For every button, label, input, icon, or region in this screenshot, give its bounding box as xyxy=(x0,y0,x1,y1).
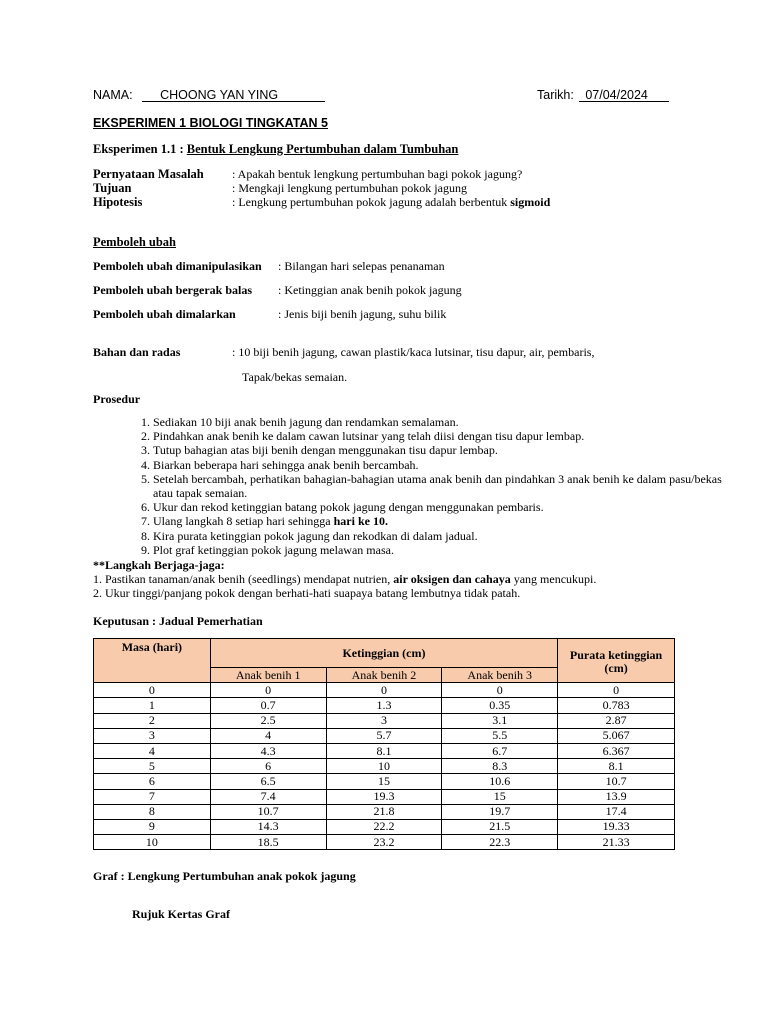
table-cell: 3 xyxy=(94,728,211,743)
table-cell: 6.5 xyxy=(210,774,326,789)
graph-heading: Graf : Lengkung Pertumbuhan anak pokok jagung xyxy=(93,869,356,883)
hypothesis-value xyxy=(232,195,550,210)
responding-value: : Ketinggian anak benih pokok jagung xyxy=(278,283,462,297)
procedure-step: 3. Tutup bahagian atas biji benih dengan menggunakan tisu dapur lembap. xyxy=(153,443,728,457)
hypothesis-bold: sigmoid xyxy=(510,195,551,209)
table-cell: 0.783 xyxy=(558,698,675,713)
table-cell: 5.067 xyxy=(558,728,675,743)
hypothesis-label: Hipotesis xyxy=(93,195,143,209)
table-cell: 10.6 xyxy=(442,774,558,789)
table-cell: 22.2 xyxy=(326,819,442,834)
sub-col-header: Anak benih 1 xyxy=(210,668,326,683)
name-row xyxy=(93,88,325,102)
materials-line-2: Tapak/bekas semaian. xyxy=(242,370,348,384)
table-cell: 10 xyxy=(326,759,442,774)
table-cell: 7.4 xyxy=(210,789,326,804)
precautions-heading: **Langkah Berjaga-jaga: xyxy=(93,558,225,572)
procedure-step: 1. Sediakan 10 biji anak benih jagung dan rendamkan semalaman. xyxy=(153,415,728,429)
table-cell: 7 xyxy=(94,789,211,804)
table-cell: 1 xyxy=(94,698,211,713)
table-cell: 10.7 xyxy=(558,774,675,789)
table-cell: 15 xyxy=(442,789,558,804)
table-row xyxy=(94,819,675,834)
table-cell: 3 xyxy=(326,713,442,728)
table-cell: 2 xyxy=(94,713,211,728)
table-body xyxy=(94,683,675,850)
procedure-list xyxy=(93,415,728,557)
materials-line-1: : 10 biji benih jagung, cawan plastik/kaca lutsinar, tisu dapur, air, pembaris, xyxy=(232,345,595,359)
nama-label: NAMA: xyxy=(93,88,133,102)
table-row xyxy=(94,728,675,743)
table-cell: 17.4 xyxy=(558,804,675,819)
table-cell: 5.7 xyxy=(326,728,442,743)
procedure-step: 4. Biarkan beberapa hari sehingga anak benih bercambah. xyxy=(153,458,728,472)
table-cell: 4 xyxy=(210,728,326,743)
table-cell: 13.9 xyxy=(558,789,675,804)
experiment-title xyxy=(93,142,458,157)
table-cell: 3.1 xyxy=(442,713,558,728)
experiment-label: Eksperimen 1.1 : xyxy=(93,142,184,156)
col-masa-header: Masa (hari) xyxy=(94,639,211,683)
step7-text: Ulang langkah 8 setiap hari sehingga xyxy=(153,514,334,529)
procedure-step: 8. Kira purata ketinggian pokok jagung dan rekodkan di dalam jadual. xyxy=(153,529,728,543)
table-cell: 6.7 xyxy=(442,743,558,758)
table-cell: 10.7 xyxy=(210,804,326,819)
table-cell: 0 xyxy=(558,683,675,698)
procedure-heading: Prosedur xyxy=(93,392,141,406)
precaution-1-bold: air oksigen dan cahaya xyxy=(393,572,511,586)
table-cell: 6 xyxy=(94,774,211,789)
step7-bold: hari ke 10. xyxy=(333,514,388,529)
table-row xyxy=(94,759,675,774)
col-purata-header: Purata ketinggian (cm) xyxy=(558,639,675,683)
table-cell: 4 xyxy=(94,743,211,758)
table-row xyxy=(94,743,675,758)
table-row xyxy=(94,835,675,850)
table-cell: 22.3 xyxy=(442,835,558,850)
date-row xyxy=(537,88,669,102)
table-cell: 6 xyxy=(210,759,326,774)
table-cell: 19.3 xyxy=(326,789,442,804)
table-cell: 19.7 xyxy=(442,804,558,819)
table-cell: 10 xyxy=(94,835,211,850)
table-cell: 5.5 xyxy=(442,728,558,743)
table-cell: 1.3 xyxy=(326,698,442,713)
sub-col-header: Anak benih 3 xyxy=(442,668,558,683)
procedure-step xyxy=(153,514,728,528)
table-cell: 0 xyxy=(326,683,442,698)
results-heading: Keputusan : Jadual Pemerhatian xyxy=(93,614,263,628)
procedure-step: 2. Pindahkan anak benih ke dalam cawan lutsinar yang telah diisi dengan tisu dapur lembap. xyxy=(153,429,728,443)
table-cell: 14.3 xyxy=(210,819,326,834)
procedure-step: 9. Plot graf ketinggian pokok jagung melawan masa. xyxy=(153,543,728,557)
table-cell: 2.5 xyxy=(210,713,326,728)
table-cell: 6.367 xyxy=(558,743,675,758)
table-cell: 23.2 xyxy=(326,835,442,850)
aim-label: Tujuan xyxy=(93,181,132,195)
table-row xyxy=(94,804,675,819)
table-cell: 15 xyxy=(326,774,442,789)
table-row xyxy=(94,789,675,804)
table-cell: 18.5 xyxy=(210,835,326,850)
table-cell: 21.8 xyxy=(326,804,442,819)
table-row xyxy=(94,683,675,698)
manipulated-value: : Bilangan hari selepas penanaman xyxy=(278,259,445,273)
table-cell: 0.7 xyxy=(210,698,326,713)
manipulated-label: Pemboleh ubah dimanipulasikan xyxy=(93,259,262,273)
table-cell: 19.33 xyxy=(558,819,675,834)
variables-heading: Pemboleh ubah xyxy=(93,235,177,249)
tarikh-value: 07/04/2024 xyxy=(579,89,669,102)
table-cell: 0 xyxy=(210,683,326,698)
problem-value: : Apakah bentuk lengkung pertumbuhan bagi pokok jagung? xyxy=(232,167,523,181)
precaution-1 xyxy=(93,572,596,587)
constant-label: Pemboleh ubah dimalarkan xyxy=(93,307,236,321)
table-cell: 0 xyxy=(442,683,558,698)
table-cell: 2.87 xyxy=(558,713,675,728)
col-ketinggian-header: Ketinggian (cm) xyxy=(210,639,557,668)
table-row xyxy=(94,713,675,728)
graph-note: Rujuk Kertas Graf xyxy=(132,907,230,921)
table-cell: 0.35 xyxy=(442,698,558,713)
experiment-name: Bentuk Lengkung Pertumbuhan dalam Tumbuhan xyxy=(186,142,459,156)
table-row xyxy=(94,774,675,789)
table-cell: 8.3 xyxy=(442,759,558,774)
hypothesis-text: : Lengkung pertumbuhan pokok jagung adalah berbentuk xyxy=(232,195,511,209)
table-cell: 21.5 xyxy=(442,819,558,834)
procedure-step: 6. Ukur dan rekod ketinggian batang pokok jagung dengan menggunakan pembaris. xyxy=(153,500,728,514)
table-cell: 9 xyxy=(94,819,211,834)
materials-label: Bahan dan radas xyxy=(93,345,181,359)
aim-value: : Mengkaji lengkung pertumbuhan pokok jagung xyxy=(232,181,467,195)
table-cell: 8.1 xyxy=(558,759,675,774)
table-cell: 5 xyxy=(94,759,211,774)
table-cell: 21.33 xyxy=(558,835,675,850)
procedure-step: 5. Setelah bercambah, perhatikan bahagian-bahagian utama anak benih dan pindahkan 3 anak benih ke dalam pasu/bekas atau tapak semaian. xyxy=(153,472,728,500)
tarikh-label: Tarikh: xyxy=(537,88,574,102)
document-title: EKSPERIMEN 1 BIOLOGI TINGKATAN 5 xyxy=(93,116,328,130)
nama-value: CHOONG YAN YING xyxy=(142,89,325,102)
table-row xyxy=(94,698,675,713)
observation-table xyxy=(93,638,675,850)
responding-label: Pemboleh ubah bergerak balas xyxy=(93,283,253,297)
table-cell: 0 xyxy=(94,683,211,698)
sub-col-header: Anak benih 2 xyxy=(326,668,442,683)
table-cell: 8 xyxy=(94,804,211,819)
problem-label: Pernyataan Masalah xyxy=(93,167,204,181)
precaution-2: 2. Ukur tinggi/panjang pokok dengan berhati-hati suapaya batang lembutnya tidak patah. xyxy=(93,586,521,600)
precaution-1-suffix: yang mencukupi. xyxy=(510,572,597,586)
precaution-1-text: 1. Pastikan tanaman/anak benih (seedlings) mendapat nutrien, xyxy=(93,572,394,586)
table-cell: 4.3 xyxy=(210,743,326,758)
constant-value: : Jenis biji benih jagung, suhu bilik xyxy=(278,307,447,321)
table-cell: 8.1 xyxy=(326,743,442,758)
